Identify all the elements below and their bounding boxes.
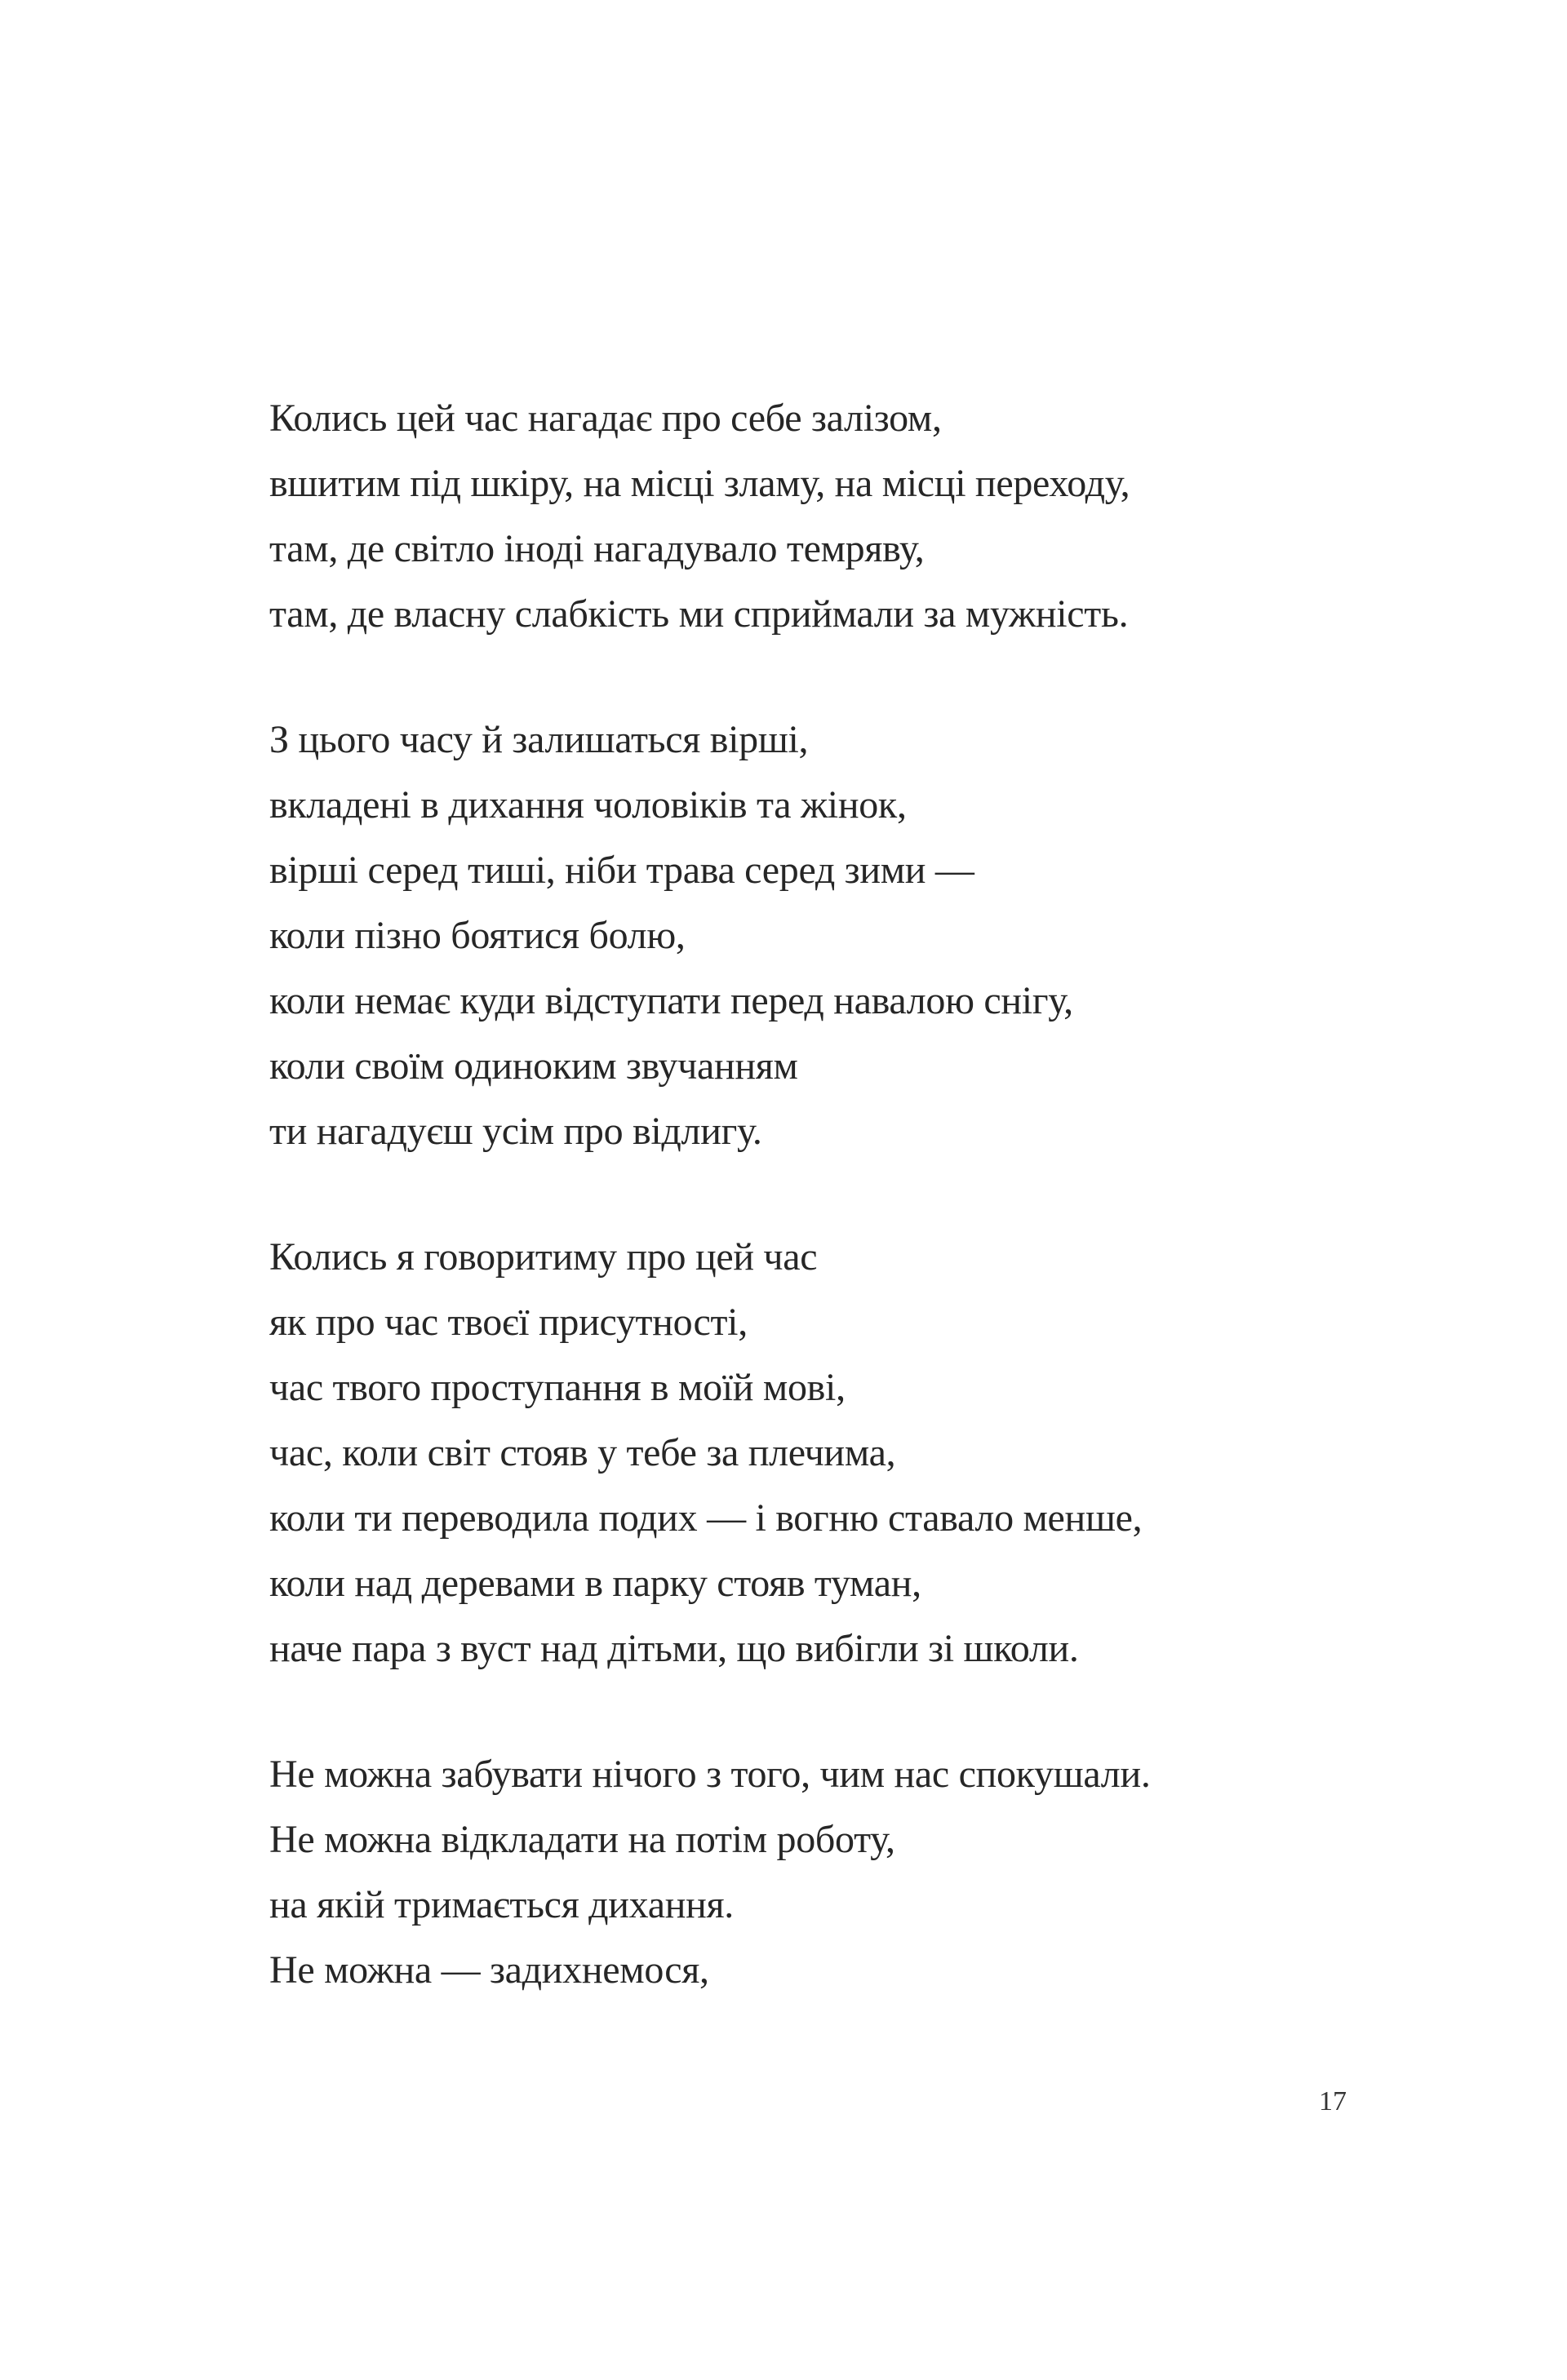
poem-line: Не можна — задихнемося, (269, 1948, 709, 1992)
poem-line: коли над деревами в парку стояв туман, (269, 1562, 921, 1605)
poem-line: Колись я говоритиму про цей час (269, 1235, 818, 1279)
poem-line: коли немає куди відступати перед навалою снігу, (269, 979, 1073, 1022)
poem-line: коли пізно боятися болю, (269, 914, 686, 957)
poem-line: Колись цей час нагадає про себе залізом, (269, 397, 942, 440)
poem-line: там, де власну слабкість ми сприймали за мужність. (269, 592, 1129, 636)
poem-line: там, де світло іноді нагадувало темряву, (269, 527, 925, 570)
poem-line: час твого проступання в моїй мові, (269, 1366, 846, 1409)
poem-line: вшитим під шкіру, на місці зламу, на місці переходу, (269, 462, 1130, 505)
poem-line: вірші серед тиші, ніби трава серед зими — (269, 849, 974, 892)
stanza-3 (269, 1225, 1330, 1682)
poem-text-block (269, 386, 1330, 2003)
stanza-2 (269, 707, 1330, 1164)
stanza-4 (269, 1742, 1330, 2003)
poem-line: наче пара з вуст над дітьми, що вибігли зі школи. (269, 1627, 1079, 1670)
page-number: 17 (1319, 2086, 1347, 2116)
poem-line: З цього часу й залишаться вірші, (269, 718, 809, 761)
poem-line: як про час твоєї присутності, (269, 1301, 748, 1344)
poem-line: Не можна відкладати на потім роботу, (269, 1818, 895, 1861)
poem-line: Не можна забувати нічого з того, чим нас спокушали. (269, 1753, 1151, 1796)
poem-line: вкладені в дихання чоловіків та жінок, (269, 783, 907, 827)
poem-line: коли своїм одиноким звучанням (269, 1044, 798, 1088)
poem-line: час, коли світ стояв у тебе за плечима, (269, 1431, 896, 1474)
poem-line: ти нагадуєш усім про відлигу. (269, 1110, 762, 1153)
poem-line: на якій тримається дихання. (269, 1883, 735, 1926)
poem-line: коли ти переводила подих — і вогню ставало менше, (269, 1496, 1143, 1540)
stanza-1 (269, 386, 1330, 647)
